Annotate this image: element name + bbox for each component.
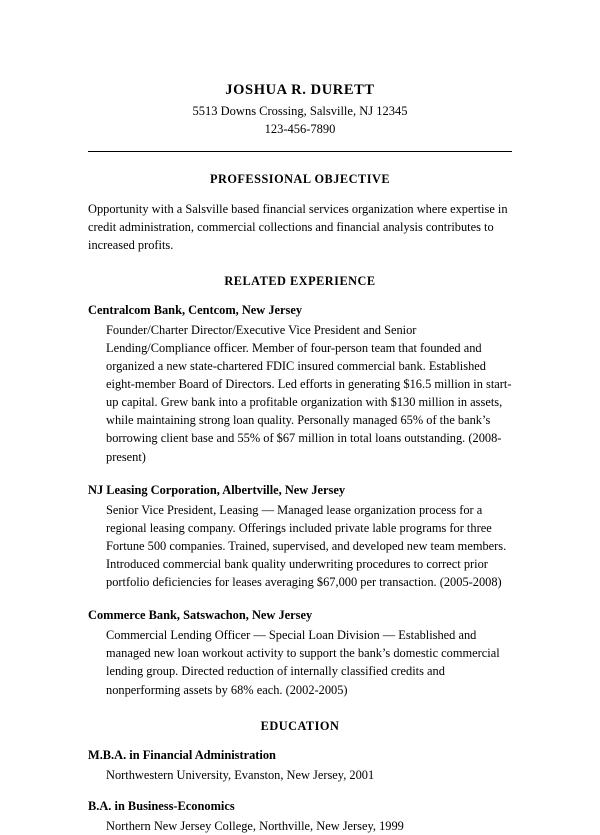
education-school: Northwestern University, Evanston, New Jersey, 2001 (106, 767, 375, 782)
section-education (88, 719, 512, 835)
experience-description: Commercial Lending Officer — Special Loan Division — Established and managed new loan workout activity to support the bank’s domestic commercial lending group. Directed reduction of internally classified credits and nonperforming assets by 68% each. (2002-2005) (106, 628, 500, 697)
experience-entry (88, 302, 512, 466)
experience-employer: Commerce Bank, Satswachon, New Jersey (88, 608, 313, 623)
resume-header (88, 82, 512, 152)
section-heading-objective: PROFESSIONAL OBJECTIVE (209, 171, 391, 186)
experience-employer: NJ Leasing Corporation, Albertville, New Jersey (88, 482, 346, 497)
experience-entry (88, 482, 512, 592)
section-professional-objective (88, 172, 512, 254)
experience-entry (88, 607, 512, 698)
objective-text: Opportunity with a Salsville based financial services organization where expertise in credit administration, commercial collections and financial analysis contributes to increased profits. (88, 201, 508, 252)
experience-employer: Centralcom Bank, Centcom, New Jersey (88, 302, 303, 317)
education-school: Northern New Jersey College, Northville, New Jersey, 1999 (106, 818, 404, 833)
candidate-name: JOSHUA R. DURETT (225, 82, 375, 98)
education-degree: B.A. in Business-Economics (88, 798, 235, 813)
education-entry (88, 747, 512, 784)
education-entry (88, 798, 512, 835)
experience-description: Senior Vice President, Leasing — Managed lease organization process for a regional leasing company. Offerings included private lable programs for three Fortune 500 companies. Trained, supervised, and developed new team members. Introduced commercial bank quality underwriting procedures to correct prior portfolio deficiencies for leases averaging $67,000 per transaction. (2005-2008) (106, 502, 507, 590)
education-degree: M.B.A. in Financial Administration (88, 747, 276, 762)
candidate-phone: 123-456-7890 (264, 121, 336, 136)
experience-description: Founder/Charter Director/Executive Vice President and Senior Lending/Compliance officer. Member of four-person team that founded and organized a new state-chartered FDIC insured commercial bank. Established eight-member Board of Directors. Led efforts in generating $16.5 million in start-up capital. Grew bank into a profitable organization with $130 million in assets, while maintaining strong loan quality. Personally managed 65% of the bank’s borrowing client base and 55% of $67 million in total loans outstanding. (2008-present) (106, 322, 512, 464)
header-divider (88, 151, 512, 152)
candidate-address: 5513 Downs Crossing, Salsville, NJ 12345 (192, 104, 408, 118)
section-related-experience (88, 274, 512, 699)
section-heading-education: EDUCATION (260, 718, 340, 733)
section-heading-experience: RELATED EXPERIENCE (224, 273, 376, 288)
